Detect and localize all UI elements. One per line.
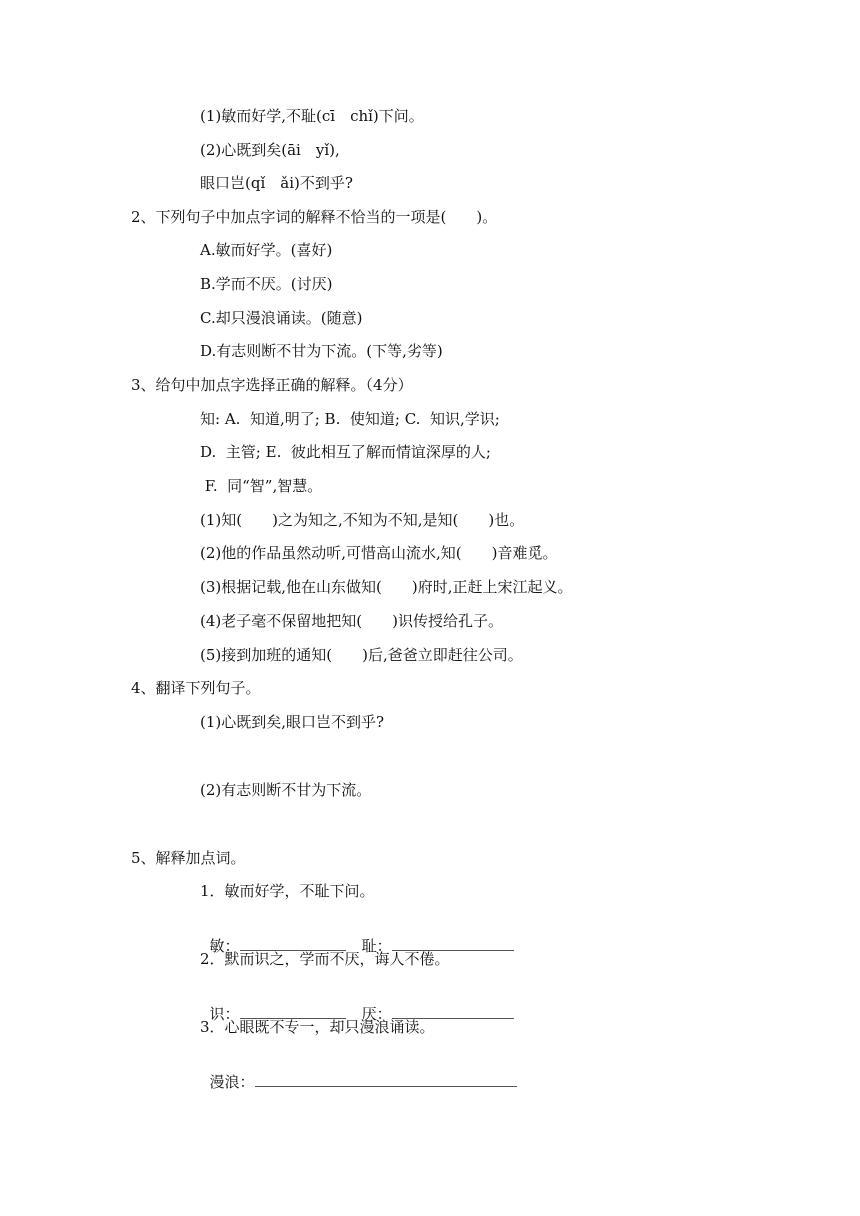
q3-def-1: 知: A. 知道,明了; B. 使知道; C. 知识,学识; — [200, 410, 500, 428]
answer-label: 厌： — [361, 1005, 392, 1023]
q2-option-b: B.学而不厌。(讨厌) — [200, 275, 333, 293]
q5-title: 5、解释加点词。 — [131, 849, 246, 867]
q4-title: 4、翻译下列句子。 — [131, 679, 261, 697]
q3-item-4: (4)老子毫不保留地把知( )识传授给孔子。 — [200, 612, 503, 630]
q3-def-3: F. 同“智”,智慧。 — [200, 477, 323, 495]
q3-item-5: (5)接到加班的通知( )后,爸爸立即赶往公司。 — [200, 646, 523, 664]
answer-label: 识： — [209, 1005, 240, 1023]
q1-item-1: (1)敏而好学,不耻(cī chǐ)下问。 — [200, 107, 424, 125]
q2-option-c: C.却只漫浪诵读。(随意) — [200, 309, 363, 327]
q3-item-3: (3)根据记载,他在山东做知( )府时,正赶上宋江起义。 — [200, 578, 573, 596]
q3-item-1: (1)知( )之为知之,不知为不知,是知( )也。 — [200, 511, 525, 529]
q2-title: 2、下列句子中加点字词的解释不恰当的一项是( )。 — [131, 208, 498, 226]
q4-item-1: (1)心既到矣,眼口岂不到乎? — [200, 713, 385, 731]
q4-item-2: (2)有志则断不甘为下流。 — [200, 781, 372, 799]
q5-sentence-1: 1．敏而好学，不耻下问。 — [200, 882, 375, 900]
q2-option-d: D.有志则断不甘为下流。(下等,劣等) — [200, 342, 443, 360]
q3-def-2: D. 主管; E. 彼此相互了解而情谊深厚的人; — [200, 443, 491, 461]
q2-option-a: A.敏而好学。(喜好) — [200, 241, 333, 259]
answer-label: 漫浪： — [209, 1073, 255, 1091]
answer-label: 敏： — [209, 937, 240, 955]
q1-item-3: 眼口岂(qǐ ǎi)不到乎? — [200, 174, 353, 192]
q3-item-2: (2)他的作品虽然动听,可惜高山流水,知( )音难觅。 — [200, 544, 558, 562]
answer-blank[interactable] — [255, 1072, 517, 1087]
q5-answer-row-3 — [200, 1052, 517, 1092]
q3-title: 3、给句中加点字选择正确的解释。（4分） — [131, 376, 413, 394]
answer-label: 耻： — [361, 937, 392, 955]
q5-sentence-3: 3．心眼既不专一，却只漫浪诵读。 — [200, 1018, 435, 1036]
q1-item-2: (2)心既到矣(āi yǐ), — [200, 141, 340, 159]
q5-sentence-2: 2．默而识之，学而不厌，诲人不倦。 — [200, 950, 450, 968]
